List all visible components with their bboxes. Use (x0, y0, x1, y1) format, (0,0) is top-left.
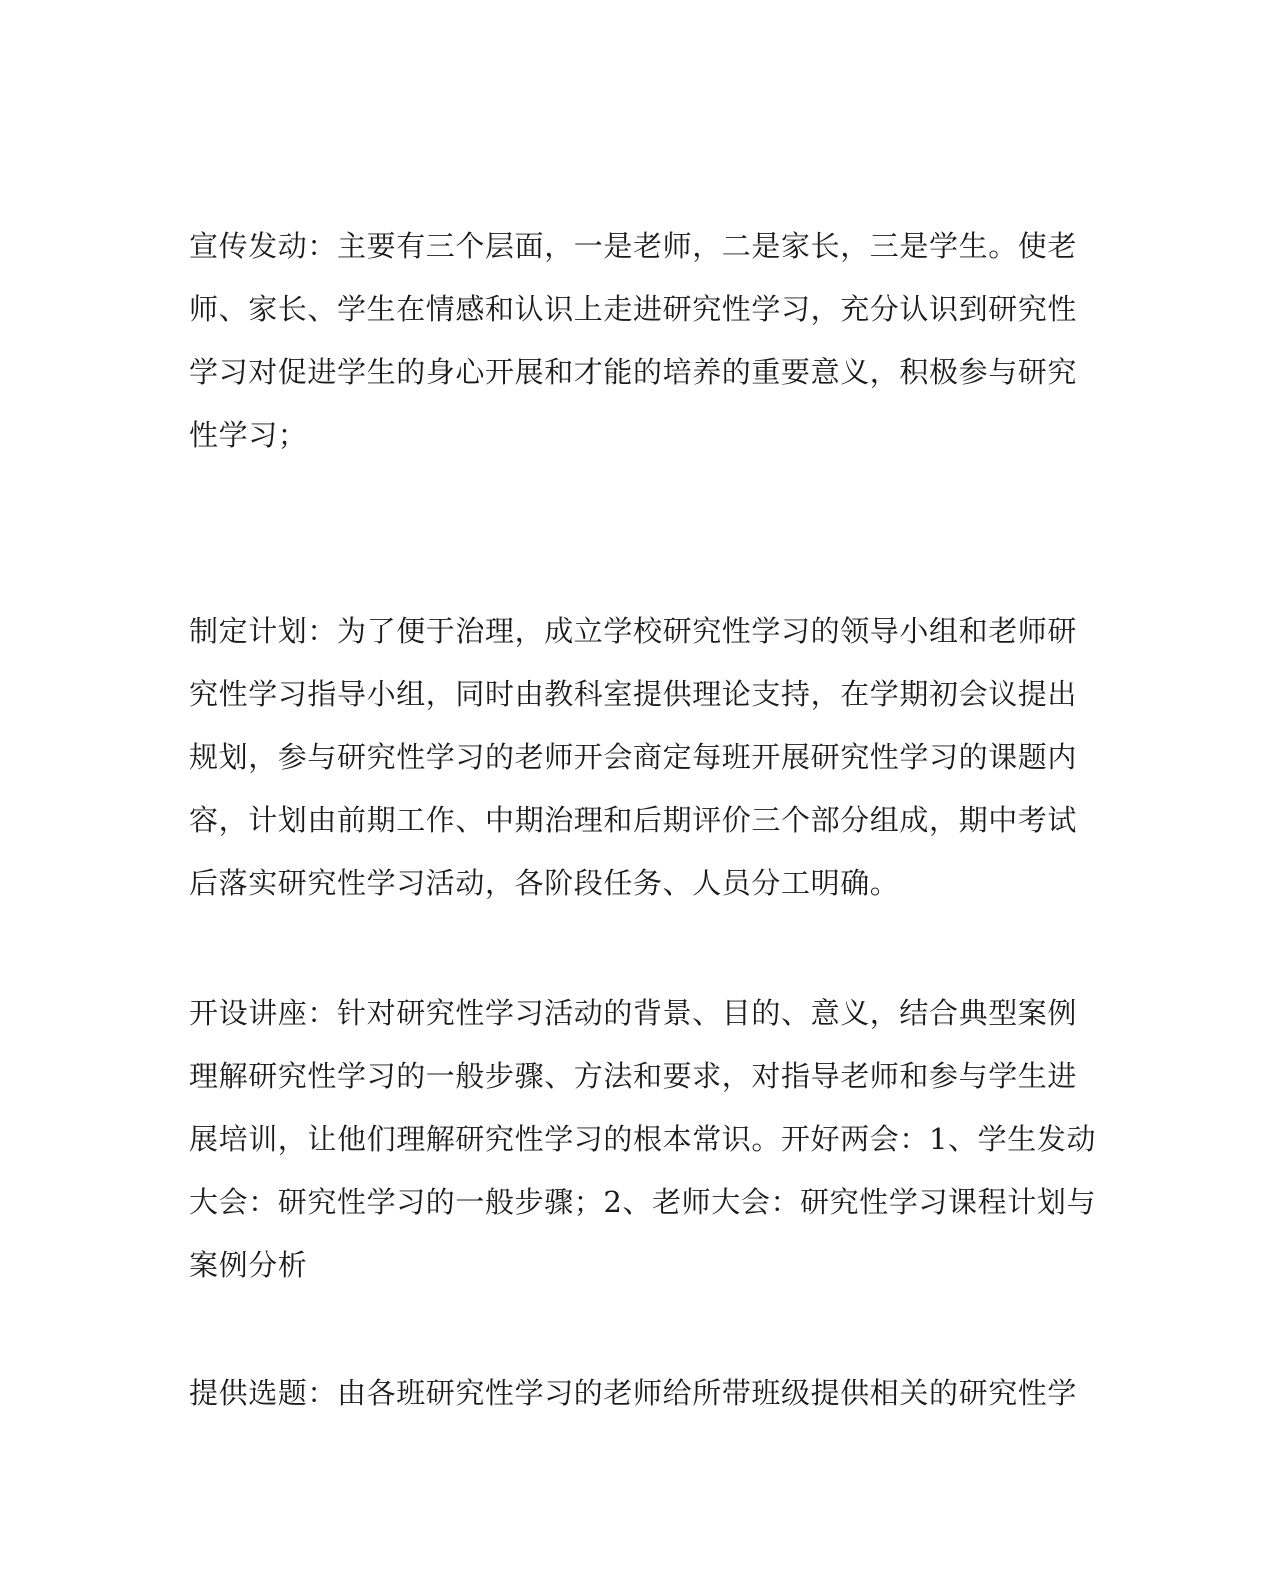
paragraph-line: 大会：研究性学习的一般步骤；2、老师大会：研究性学习课程计划与 (189, 1185, 1097, 1219)
paragraph-line: 性学习； (189, 418, 308, 452)
paragraph-line: 案例分析 (189, 1248, 308, 1282)
paragraph-line: 后落实研究性学习活动，各阶段任务、人员分工明确。 (189, 866, 900, 900)
paragraph-topics (189, 1362, 1077, 1425)
paragraph-line: 究性学习指导小组，同时由教科室提供理论支持，在学期初会议提出 (189, 677, 1078, 711)
paragraph-line: 容，计划由前期工作、中期治理和后期评价三个部分组成，期中考试 (189, 803, 1078, 837)
paragraph-publicity (189, 215, 1077, 467)
paragraph-line: 宣传发动：主要有三个层面，一是老师，二是家长，三是学生。使老 (189, 229, 1078, 263)
paragraph-line: 制定计划：为了便于治理，成立学校研究性学习的领导小组和老师研 (189, 614, 1078, 648)
paragraph-line: 学习对促进学生的身心开展和才能的培养的重要意义，积极参与研究 (189, 355, 1078, 389)
paragraph-planning (189, 600, 1077, 915)
paragraph-line: 提供选题：由各班研究性学习的老师给所带班级提供相关的研究性学 (189, 1376, 1078, 1410)
paragraph-line: 规划，参与研究性学习的老师开会商定每班开展研究性学习的课题内 (189, 740, 1078, 774)
paragraph-lectures (189, 982, 1096, 1297)
paragraph-line: 开设讲座：针对研究性学习活动的背景、目的、意义，结合典型案例 (189, 996, 1078, 1030)
paragraph-line: 理解研究性学习的一般步骤、方法和要求，对指导老师和参与学生进 (189, 1059, 1078, 1093)
paragraph-line: 师、家长、学生在情感和认识上走进研究性学习，充分认识到研究性 (189, 292, 1078, 326)
paragraph-line: 展培训，让他们理解研究性学习的根本常识。开好两会：1、学生发动 (189, 1122, 1097, 1156)
